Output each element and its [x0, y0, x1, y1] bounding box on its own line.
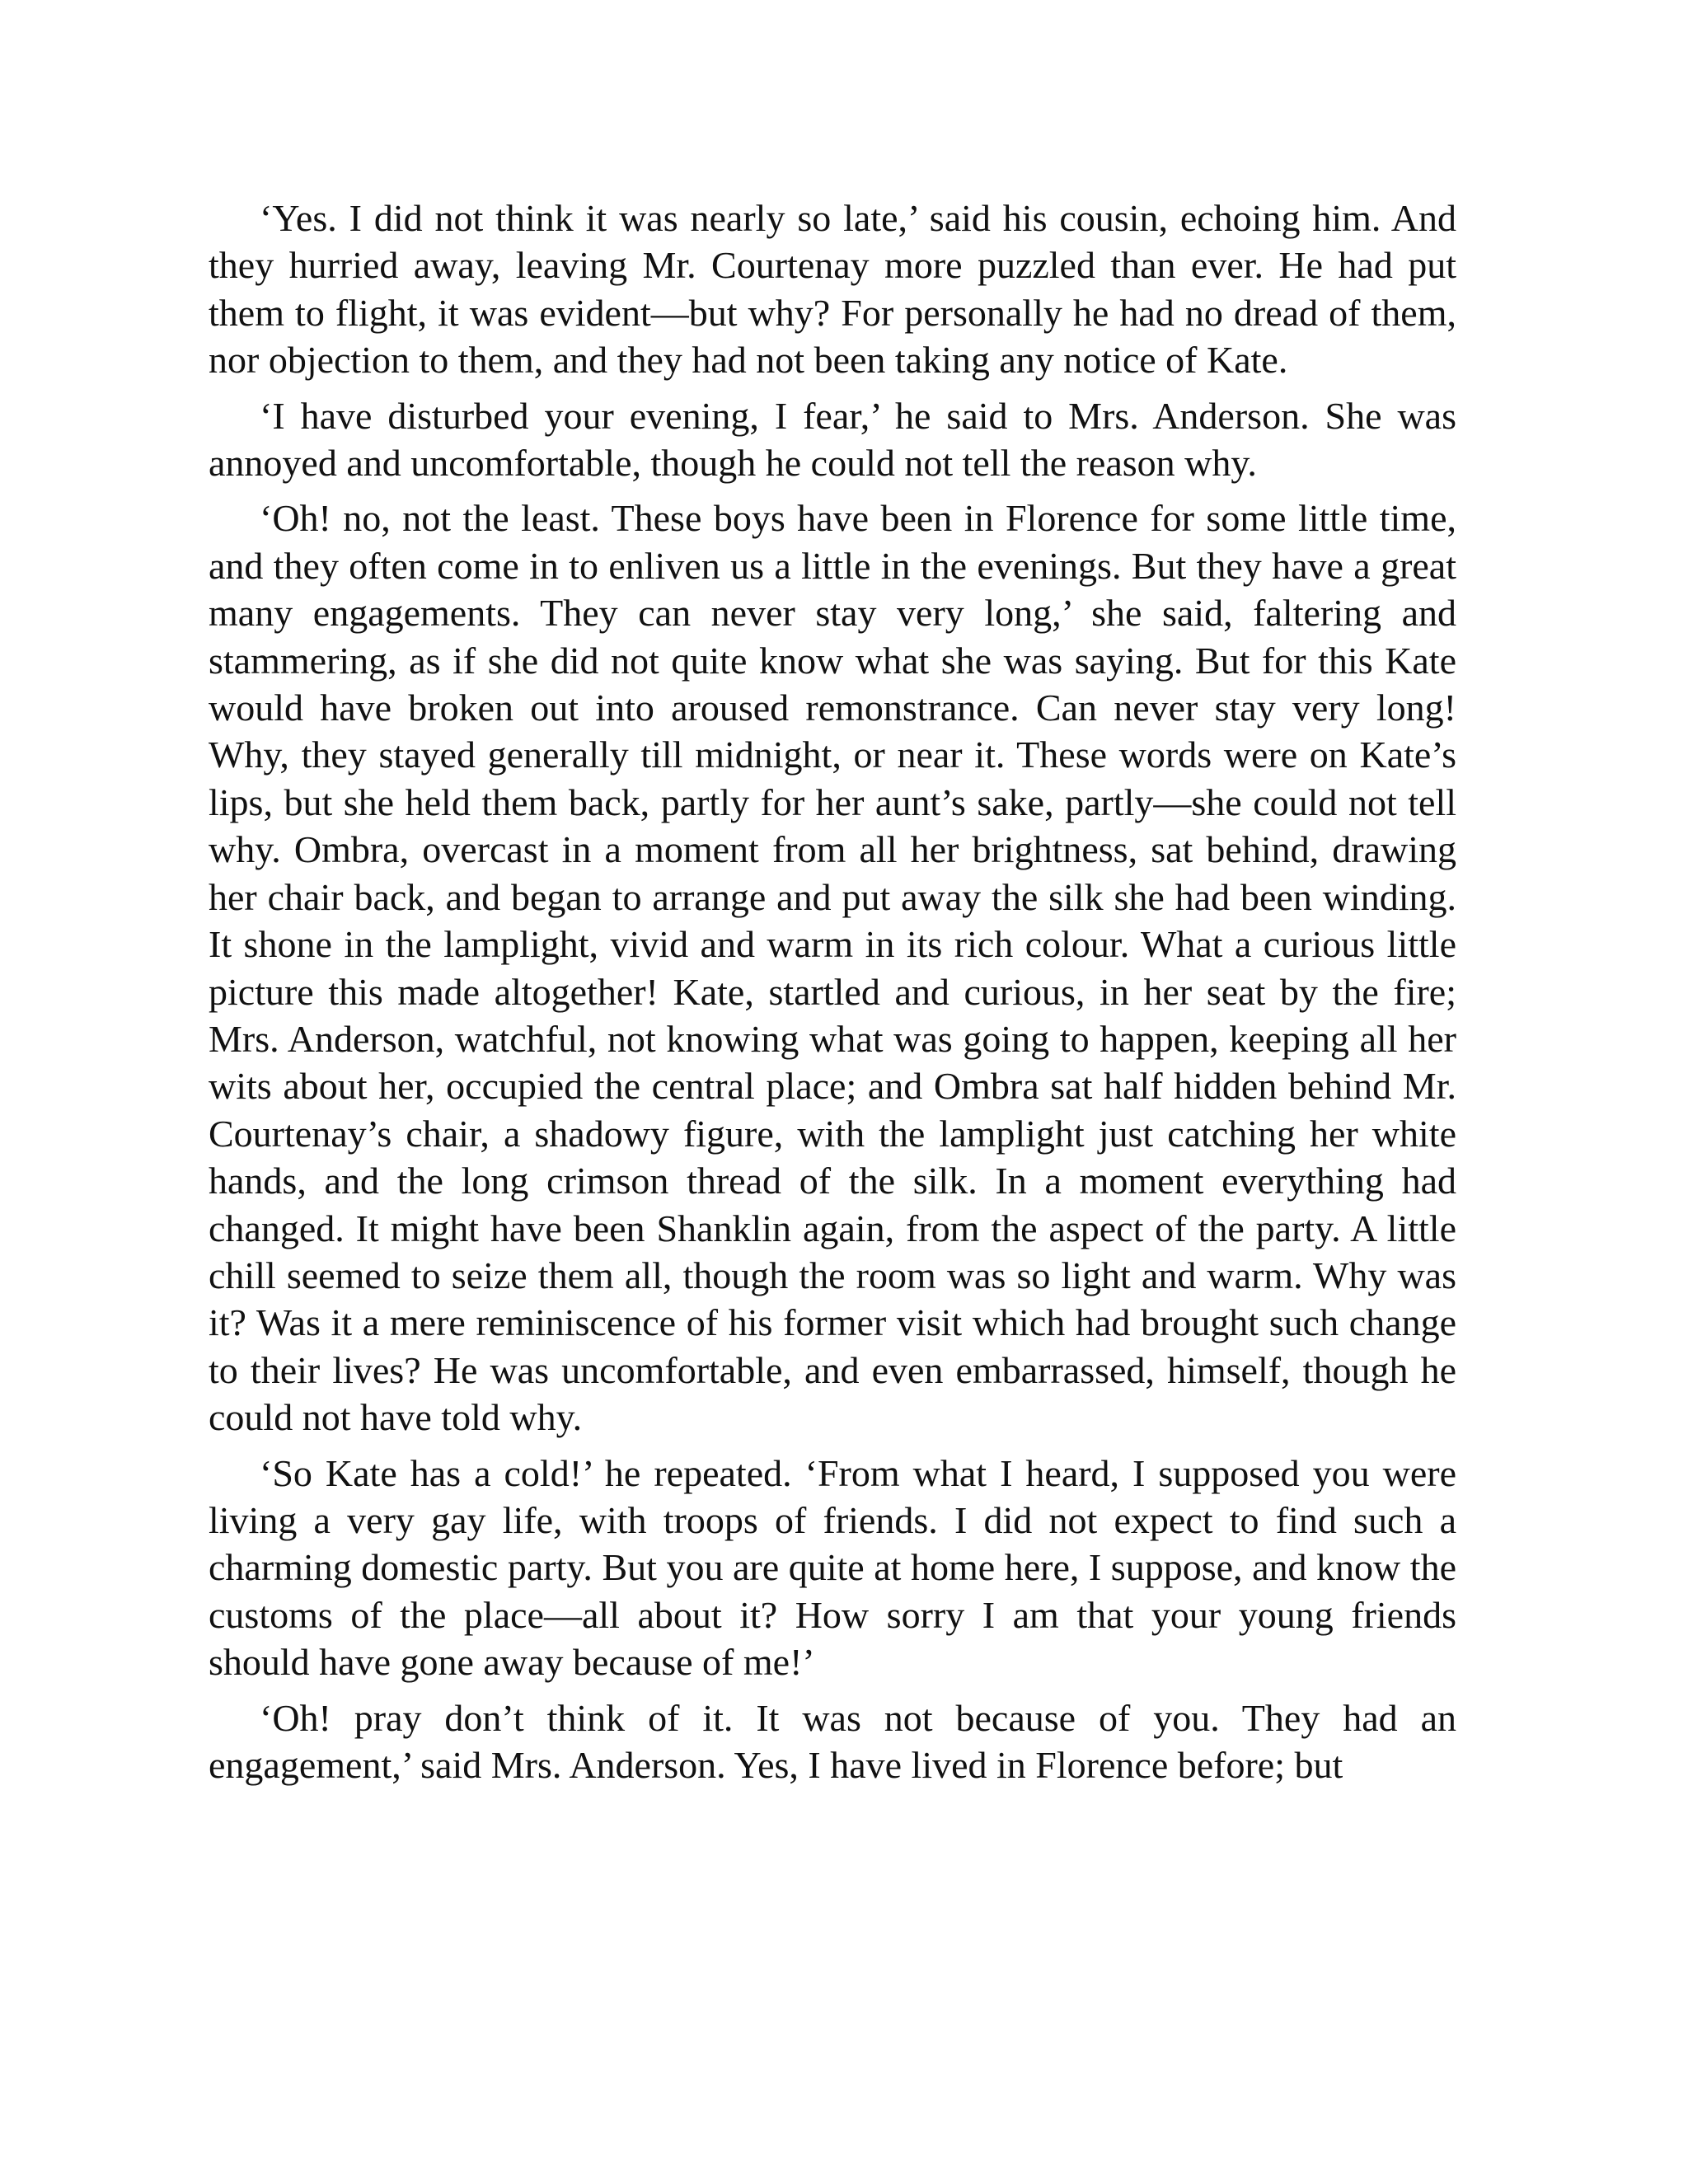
paragraph-1: ‘Yes. I did not think it was nearly so late,’ said his cousin, echoing him. And they hurried away, leaving Mr. Courtenay more puzzled than ever. He had put them to flight, it was evident—but why? For personally he had no dread of them, nor objection to them, and they had not been taking any notice of Kate.	[209, 197, 1456, 382]
paragraph-3: ‘Oh! no, not the least. These boys have been in Florence for some little time, and they often come in to enliven us a little in the evenings. But they have a great many engagements. They can never stay very long,’ she said, faltering and stammering, as if she did not quite know what she was saying. But for this Kate would have broken out into aroused remonstrance. Can never stay very long! Why, they stayed generally till midnight, or near it. These words were on Kate’s lips, but she held them back, partly for her aunt’s sake, partly—she could not tell why. Ombra, overcast in a moment from all her brightness, sat behind, drawing her chair back, and began to arrange and put away the silk she had been winding. It shone in the lamplight, vivid and warm in its rich colour. What a curious little picture this made altogether! Kate, startled and curious, in her seat by the fire; Mrs. Anderson, watchful, not knowing what was going to happen, keeping all her wits about her, occupied the central place; and Ombra sat half hidden behind Mr. Courtenay’s chair, a shadowy figure, with the lamplight just catching her white hands, and the long crimson thread of the silk. In a moment everything had changed. It might have been Shanklin again, from the aspect of the party. A little chill seemed to seize them all, though the room was so light and warm. Why was it? Was it a mere reminiscence of his former visit which had brought such change to their lives? He was uncomfortable, and even embarrassed, himself, though he could not have told why.	[209, 497, 1456, 1439]
paragraph-2: ‘I have disturbed your evening, I fear,’ he said to Mrs. Anderson. She was annoyed and uncomfortable, though he could not tell the reason why.	[209, 394, 1456, 485]
paragraph-4: ‘So Kate has a cold!’ he repeated. ‘From what I heard, I supposed you were living a very gay life, with troops of friends. I did not expect to find such a charming domestic party. But you are quite at home here, I suppose, and know the customs of the place—all about it? How sorry I am that your young friends should have gone away because of me!’	[209, 1451, 1456, 1684]
page-body	[209, 194, 1456, 1797]
paragraph-5: ‘Oh! pray don’t think of it. It was not because of you. They had an engagement,’ said Mrs. Anderson. Yes, I have lived in Florence before; but	[209, 1696, 1456, 1786]
